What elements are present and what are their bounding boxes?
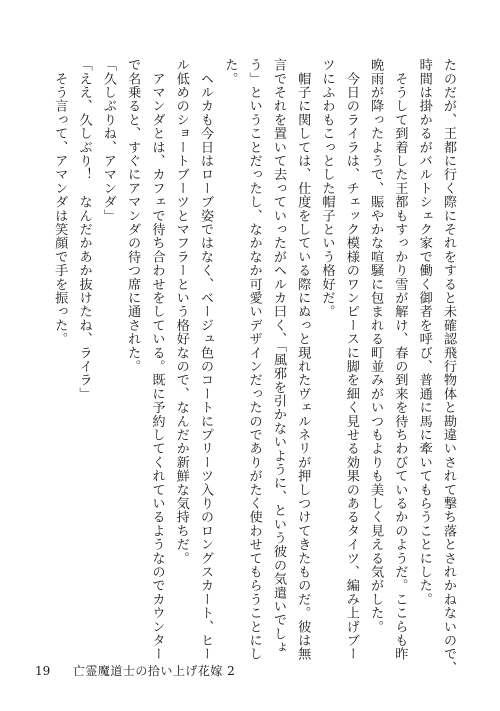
text-line: ル低めのショートブーツとマフラーという格好なので、なんだか新鮮な気持ちだ。: [173, 58, 189, 565]
text-line: で名乗ると、すぐにアマンダの待つ席に通された。: [125, 58, 141, 374]
text-line: ツにふわもこっとした帽子という格好だ。: [319, 58, 335, 319]
text-line: 帽子に関しては、仕度をしている際にぬっと現れたヴェルネリが押しつけてきたものだ。彼は無: [295, 58, 311, 661]
text-line: ヘルカも今日はローブ姿ではなく、ベージュ色のコートにプリーツ入りのロングスカート、ヒー: [198, 58, 214, 661]
page-number: 19: [35, 664, 51, 678]
text-line: そう言って、アマンダは笑顔で手を振った。: [52, 58, 68, 346]
text-line: そうして到着した王都もすっかり雪が解け、春の到来を待ちわびているかのようだ。ここらも昨: [392, 58, 408, 661]
text-line: 「ええ、久しぶり！ なんだかあか抜けたね、ライラ」: [76, 58, 92, 401]
text-line: 今日のライラは、チェック模様のワンピースに脚を細く見せる効果のあるタイツ、編み上げブー: [343, 58, 359, 661]
text-line: 「久しぶりね、アマンダ」: [100, 58, 116, 223]
text-line: 時間は掛かるがバルトシェク家で働く御者を呼び、普通に馬に牽いてもらうことにした。: [416, 58, 432, 606]
text-line: た。: [222, 58, 238, 86]
book-title: 亡霊魔道士の拾い上げ花嫁 2: [72, 664, 236, 678]
text-line: アマンダとは、カフェで待ち合わせをしている。既に予約してくれているようなのでカウンター: [149, 58, 165, 661]
page-footer: [35, 662, 335, 682]
text-line: 晩雨が降ったようで、賑やかな喧騒に包まれる町並みがいつもよりも美しく見える気がした。: [368, 58, 384, 634]
text-line: たのだが、王都に行く際にそれをすると未確認飛行物体と勘違いされて撃ち落とされかねないので、: [441, 58, 456, 675]
text-line: 言でそれを置いて去っていったがヘルカ曰く、「風邪を引かないように、という彼の気遣いでしょ: [270, 58, 286, 655]
text-line: う」ということだったし、なかなか可愛いデザインだったのでありがたく使わせてもらうことにし: [246, 58, 262, 661]
